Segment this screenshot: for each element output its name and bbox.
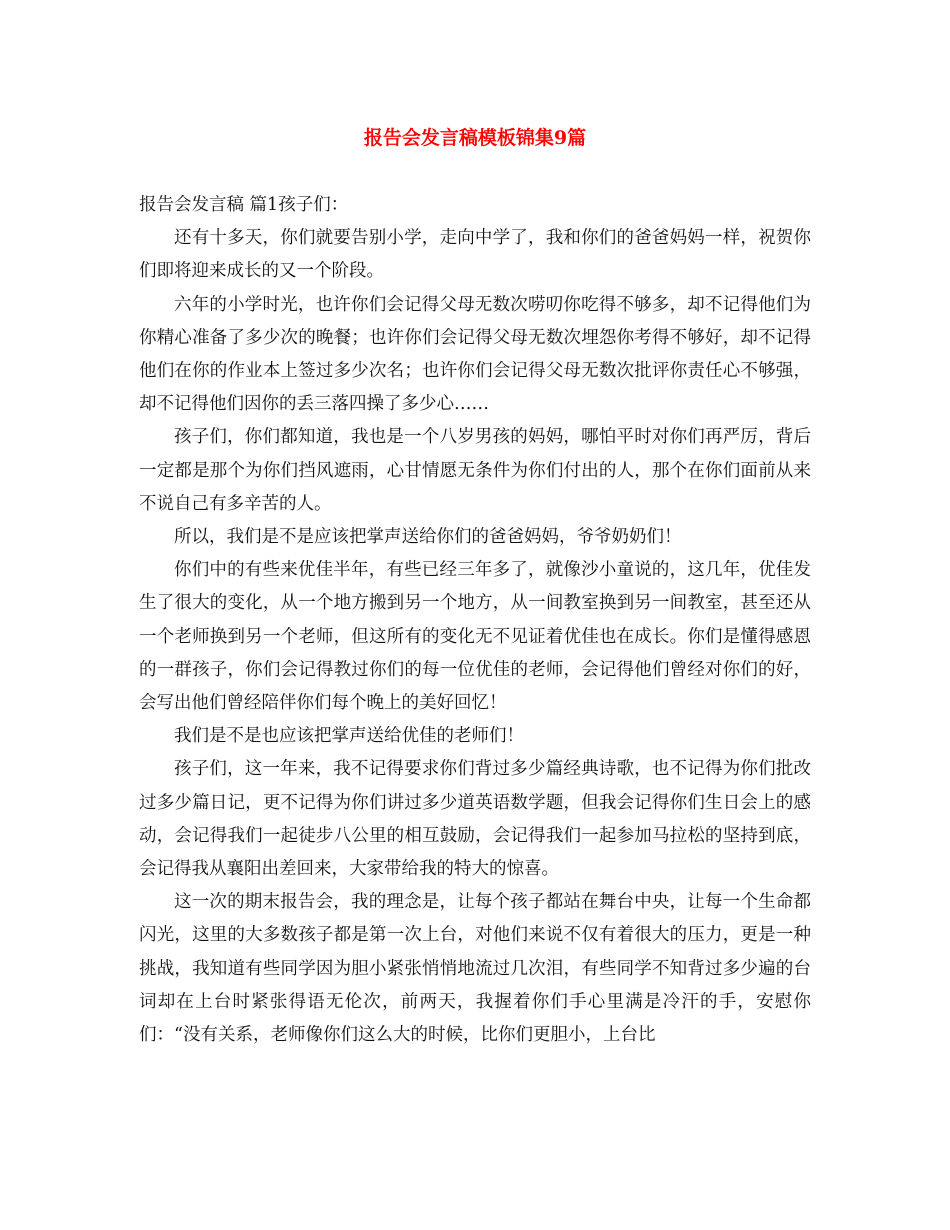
paragraph: 这一次的期末报告会，我的理念是，让每个孩子都站在舞台中央，让每一个生命都闪光，这里的大多数孩子都是第一次上台，对他们来说不仅有着很大的压力，更是一种挑战，我知道有些同学因为胆小紧张悄悄地流过几次泪，有些同学不知背过多少遍的台词却在上台时紧张得语无伦次，前两天，我握着你们手心里满是冷汗的手，安慰你们：“没有关系，老师像你们这么大的时候，比你们更胆小，上台比 — [139, 892, 811, 1046]
paragraph: 你们中的有些来优佳半年，有些已经三年多了，就像沙小童说的，这几年，优佳发生了很大的变化，从一个地方搬到另一个地方，从一间教室换到另一间教室，甚至还从一个老师换到另一个老师，但这所有的变化无不见证着优佳也在成长。你们是懂得感恩的一群孩子，你们会记得教过你们的每一位优佳的老师，会记得他们曾经对你们的好，会写出他们曾经陪伴你们每个晚上的美好回忆！ — [139, 560, 811, 714]
paragraph: 孩子们，这一年来，我不记得要求你们背过多少篇经典诗歌，也不记得为你们批改过多少篇日记，更不记得为你们讲过多少道英语数学题，但我会记得你们生日会上的感动，会记得我们一起徒步八公里的相互鼓励，会记得我们一起参加马拉松的坚持到底，会记得我从襄阳出差回来，大家带给我的特大的惊喜。 — [139, 759, 811, 880]
document-body — [139, 189, 811, 1052]
paragraph: 我们是不是也应该把掌声送给优佳的老师们！ — [174, 726, 524, 747]
document-title: 报告会发言稿模板锦集9篇 — [363, 127, 587, 149]
paragraph: 孩子们，你们都知道，我也是一个八岁男孩的妈妈，哪怕平时对你们再严厉，背后一定都是那个为你们挡风遮雨，心甘情愿无条件为你们付出的人，那个在你们面前从来不说自己有多辛苦的人。 — [139, 427, 811, 514]
paragraph-salutation: 报告会发言稿 篇1孩子们： — [139, 195, 349, 215]
paragraph: 还有十多天，你们就要告别小学，走向中学了，我和你们的爸爸妈妈一样，祝贺你们即将迎来成长的又一个阶段。 — [139, 228, 811, 282]
paragraph: 所以，我们是不是应该把掌声送给你们的爸爸妈妈，爷爷奶奶们！ — [174, 527, 682, 548]
paragraph: 六年的小学时光，也许你们会记得父母无数次唠叨你吃得不够多，却不记得他们为你精心准备了多少次的晚餐；也许你们会记得父母无数次埋怨你考得不够好，却不记得他们在你的作业本上签过多少次名；也许你们会记得父母无数次批评你责任心不够强，却不记得他们因你的丢三落四操了多少心…… — [139, 294, 811, 415]
